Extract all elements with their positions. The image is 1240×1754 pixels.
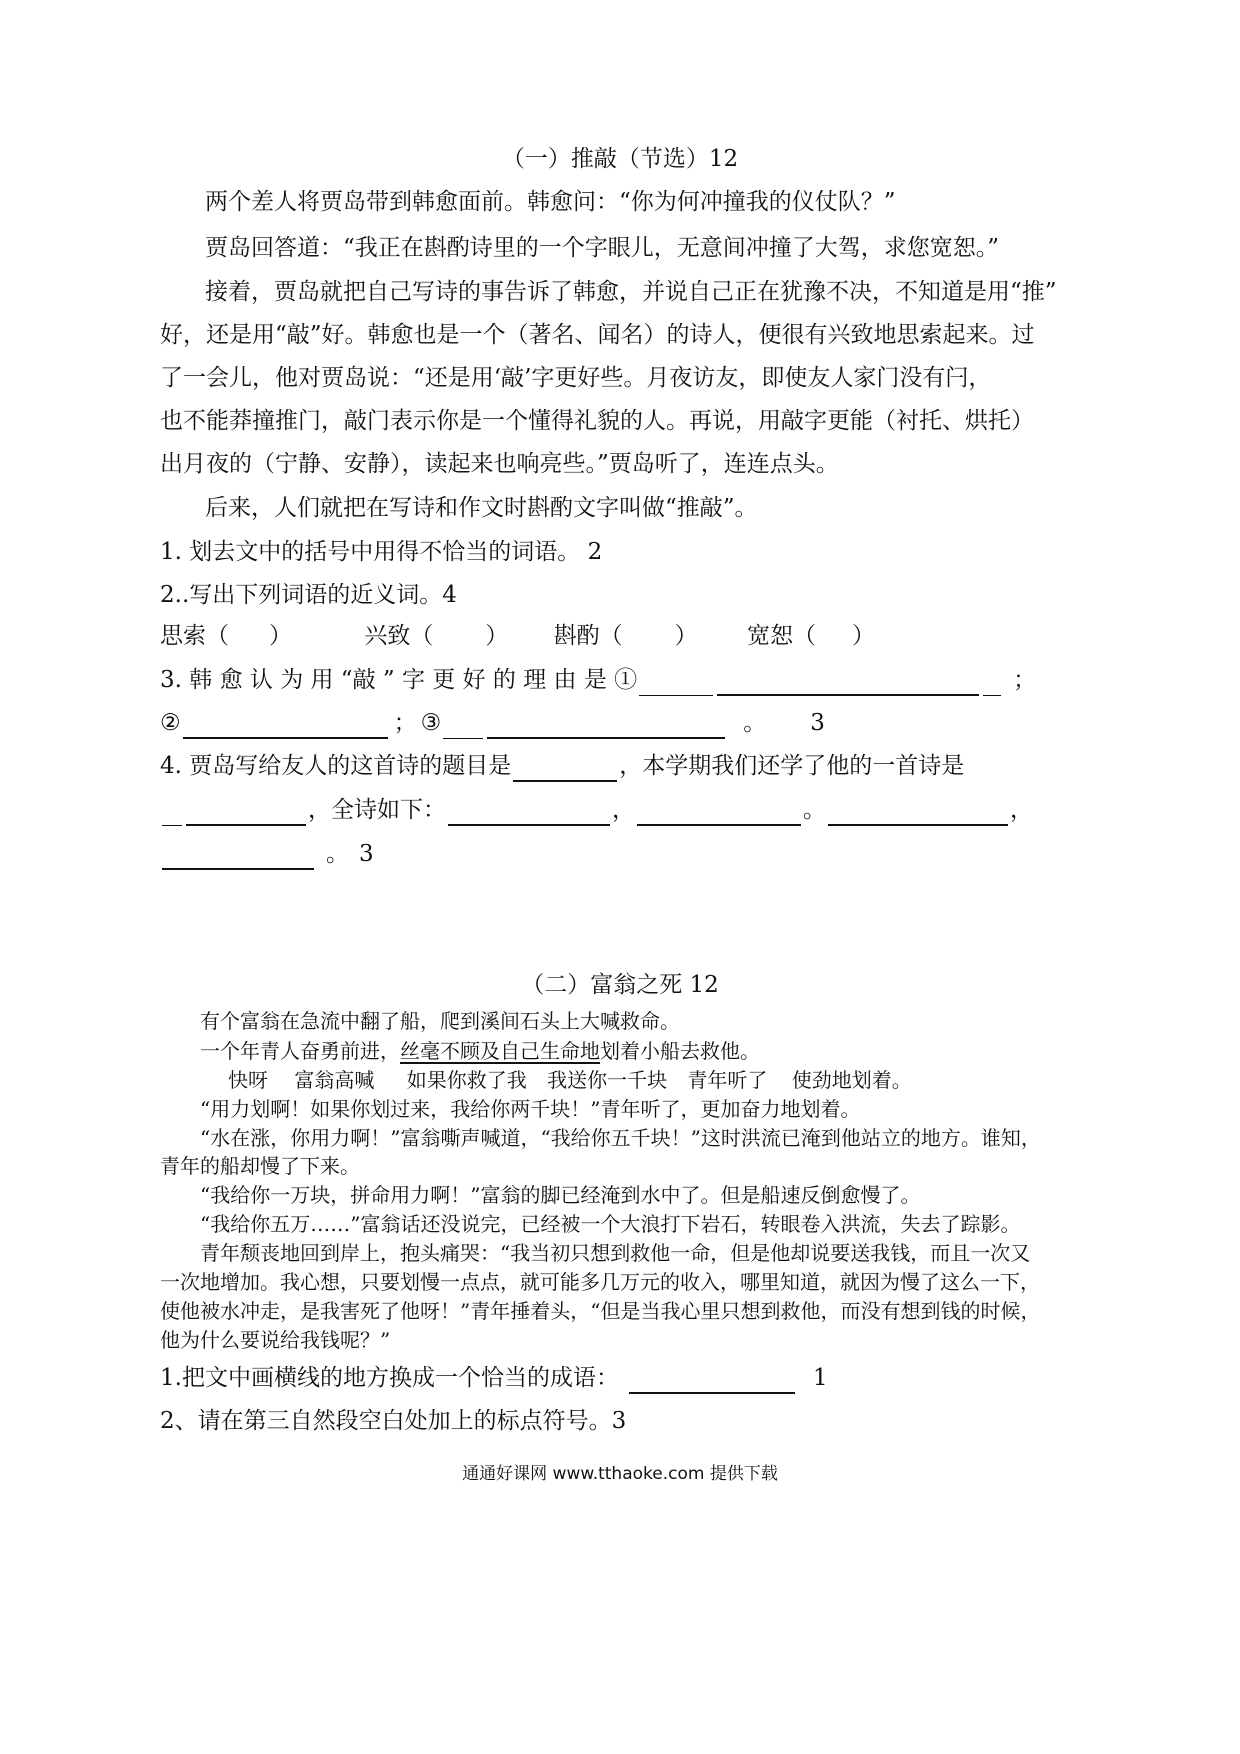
- s1-paragraph-3-line1: 接着，贾岛就把自己写诗的事告诉了韩愈，并说自己正在犹豫不决，不知道是用“推”: [205, 279, 1057, 305]
- s2-question-1: 1.把文中画横线的地方换成一个恰当的成语： 1: [160, 1362, 828, 1394]
- answer-blank-3-1a[interactable]: [639, 669, 713, 696]
- answer-blank-3-1b[interactable]: [717, 668, 979, 696]
- s2-paragraph-1: 有个富翁在急流中翻了船，爬到溪间石头上大喊救命。: [200, 1009, 680, 1033]
- underlined-phrase: 丝毫不顾及自己生命地: [400, 1039, 600, 1063]
- s1-question-2: 2..写出下列词语的近义词。4: [160, 582, 457, 608]
- synonym-word-4: 宽恕（: [746, 623, 816, 649]
- s2-question-2: 2、请在第三自然段空白处加上的标点符号。3: [160, 1408, 627, 1434]
- s1-paragraph-4: 后来，人们就把在写诗和作文时斟酌文字叫做“推敲”。: [205, 495, 758, 521]
- s2-paragraph-8-line4: 他为什么要说给我钱呢？”: [160, 1328, 391, 1352]
- s1-paragraph-3-line3: 了一会儿，他对贾岛说：“还是用‘敲’字更好些。月夜访友，即使友人家门没有闩，: [160, 365, 992, 391]
- s2-paragraph-5-line1: “水在涨，你用力啊！”富翁嘶声喊道，“我给你五千块！”这时洪流已淹到他站立的地方。谁知，: [200, 1126, 1041, 1150]
- synonym-word-2: 兴致（: [364, 623, 434, 649]
- q3-score: 3: [810, 710, 825, 736]
- answer-blank-4-line1[interactable]: [448, 798, 610, 826]
- s2-q1-score: 1: [812, 1365, 828, 1391]
- s1-question-4-line3: 。 3: [160, 838, 374, 870]
- s1-paragraph-3-line4: 也不能莽撞推门，敲门表示你是一个懂得礼貌的人。再说，用敲字更能（衬托、烘托）: [160, 408, 1034, 434]
- s2-paragraph-5-line2: 青年的船却慢了下来。: [160, 1154, 360, 1178]
- s1-question-4-line1: 4. 贾岛写给友人的这首诗的题目是 ，本学期我们还学了他的一首诗是: [160, 750, 964, 782]
- synonym-word-1: 思索（: [160, 623, 229, 649]
- answer-blank-4-line3[interactable]: [828, 798, 1008, 826]
- footer-credit: 通通好课网 www.tthaoke.com 提供下载: [462, 1464, 778, 1484]
- s1-question-3-line2: ② ； ③ 。 3: [160, 707, 825, 739]
- section1-title: （一）推敲（节选）12: [501, 146, 739, 172]
- s2-paragraph-8-line1: 青年颓丧地回到岸上，抱头痛哭：“我当初只想到救他一命，但是他却说要送我钱，而且一次又: [200, 1241, 1031, 1265]
- s2-paragraph-8-line3: 使他被水冲走，是我害死了他呀！”青年捶着头，“但是当我心里只想到救他，而没有想到钱的时候，: [160, 1299, 1041, 1323]
- s1-paragraph-3-line5: 出月夜的（宁静、安静），读起来也响亮些。”贾岛听了，连连点头。: [160, 451, 839, 477]
- s1-question-3-line1: 3. 韩 愈 认 为 用 “敲 ” 字 更 好 的 理 由 是 ① ；: [160, 664, 1036, 696]
- s2-paragraph-2: 一个年青人奋勇前进，丝毫不顾及自己生命地划着小船去救他。: [200, 1039, 760, 1063]
- s2-paragraph-6: “我给你一万块，拼命用力啊！”富翁的脚已经淹到水中了。但是船速反倒愈慢了。: [200, 1183, 921, 1207]
- s2-paragraph-7: “我给你五万……”富翁话还没说完，已经被一个大浪打下岩石，转眼卷入洪流，失去了踪影。: [200, 1212, 1021, 1236]
- answer-blank-4-title[interactable]: [513, 754, 617, 782]
- synonym-word-3: 斟酌（: [553, 623, 623, 649]
- s1-paragraph-3-line2: 好，还是用“敲”好。韩愈也是一个（著名、闻名）的诗人，便很有兴致地思索起来。过: [160, 322, 1035, 348]
- s2-paragraph-4: “用力划啊！如果你划过来，我给你两千块！”青年听了，更加奋力地划着。: [200, 1097, 861, 1121]
- answer-blank-4-poem[interactable]: [186, 798, 306, 826]
- s1-question-1: 1. 划去文中的括号中用得不恰当的词语。 2: [160, 539, 603, 565]
- answer-blank-4-line4[interactable]: [162, 842, 314, 870]
- section2-title: （二）富翁之死 12: [521, 972, 719, 998]
- q4-score: 3: [359, 841, 374, 867]
- s1-paragraph-2: 贾岛回答道：“我正在斟酌诗里的一个字眼儿，无意间冲撞了大驾，求您宽恕。”: [205, 235, 1000, 261]
- answer-blank-s2-1[interactable]: [629, 1366, 795, 1394]
- s2-paragraph-8-line2: 一次地增加。我心想，只要划慢一点点，就可能多几万元的收入，哪里知道，就因为慢了这么一下，: [160, 1270, 1040, 1294]
- answer-blank-3-2[interactable]: [183, 711, 388, 739]
- s1-question-4-line2: ，全诗如下： ， 。 ，: [160, 794, 1033, 826]
- s1-paragraph-1: 两个差人将贾岛带到韩愈面前。韩愈问：“你为何冲撞我的仪仗队？”: [205, 189, 896, 215]
- answer-blank-4-line2[interactable]: [637, 798, 801, 826]
- s2-paragraph-3: 快呀 富翁高喊 如果你救了我 我送你一千块 青年听了 使劲地划着。: [228, 1068, 912, 1092]
- synonym-row: 思索（ ） 兴致（ ） 斟酌（ ） 宽恕（ ）: [160, 623, 875, 649]
- answer-blank-3-3[interactable]: [487, 711, 725, 739]
